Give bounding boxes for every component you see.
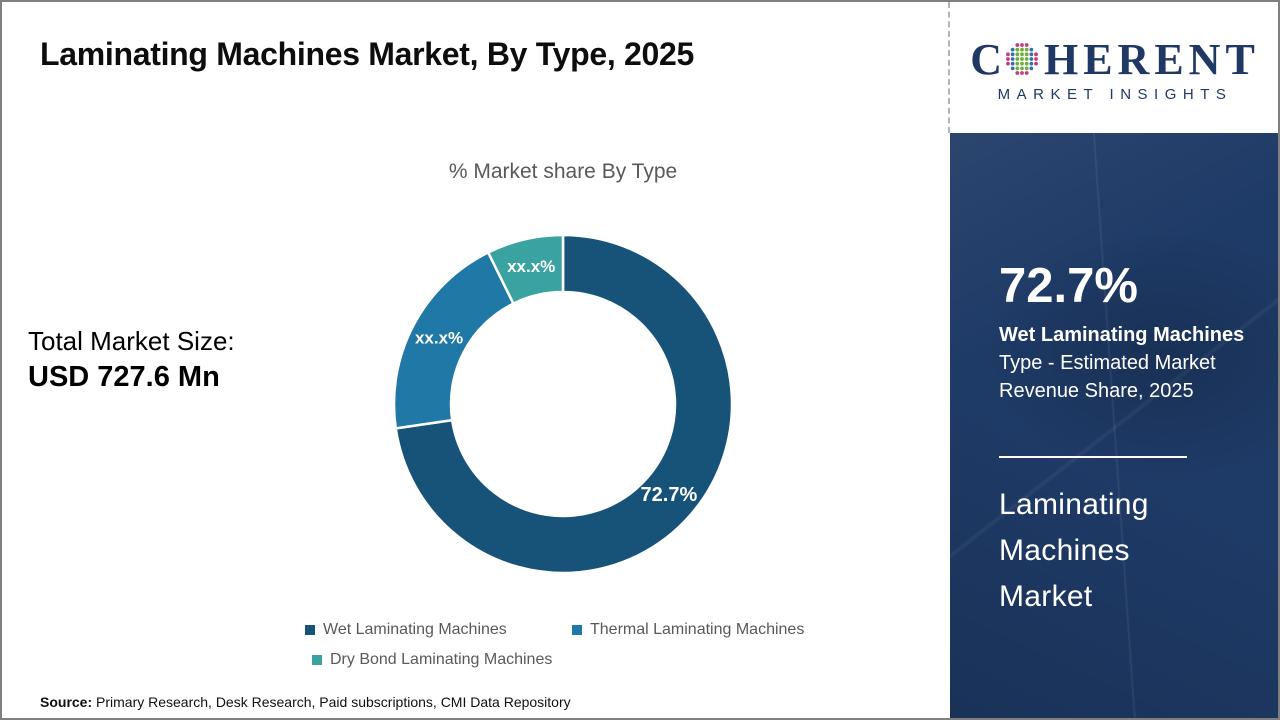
globe-dot <box>1025 57 1029 61</box>
globe-dot <box>1025 48 1029 52</box>
globe-dot <box>1015 57 1019 61</box>
globe-dot <box>1015 43 1019 47</box>
sidebar-stat-segment: Wet Laminating Machines <box>999 324 1245 347</box>
globe-dot <box>1006 57 1010 61</box>
globe-dot <box>1006 52 1010 56</box>
source-label: Source: <box>40 694 93 710</box>
donut-slice-label-1: xx.x% <box>414 328 464 348</box>
legend-swatch-thermal <box>572 625 582 635</box>
globe-dot <box>1029 52 1033 56</box>
total-market-size <box>28 324 235 396</box>
total-market-size-value: USD 727.6 Mn <box>28 361 220 393</box>
sidebar-divider <box>999 456 1187 458</box>
globe-dot <box>1020 71 1024 75</box>
chart-title: % Market share By Type <box>448 160 678 183</box>
globe-dot <box>1029 57 1033 61</box>
sidebar-stat-line-1: Type - Estimated Market <box>999 352 1216 375</box>
legend-swatch-drybond <box>312 655 322 665</box>
logo-letter-c: C <box>970 35 1002 84</box>
donut-chart <box>373 214 753 594</box>
globe-dot <box>1025 71 1029 75</box>
donut-slice-label-0: 72.7% <box>640 483 698 506</box>
globe-dot <box>1015 71 1019 75</box>
market-name-line: Market <box>999 580 1093 614</box>
globe-dot <box>1011 62 1015 66</box>
legend-label-wet: Wet Laminating Machines <box>323 621 507 638</box>
legend-item-wet <box>305 621 507 639</box>
globe-dot <box>1015 48 1019 52</box>
globe-dot <box>1029 66 1033 70</box>
total-market-size-label: Total Market Size: <box>28 326 235 356</box>
legend-swatch-wet <box>305 625 315 635</box>
globe-dot <box>1011 48 1015 52</box>
globe-dot <box>1025 52 1029 56</box>
legend-label-thermal: Thermal Laminating Machines <box>590 621 805 638</box>
legend-label-drybond: Dry Bond Laminating Machines <box>330 651 553 668</box>
source-text: Primary Research, Desk Research, Paid subscriptions, CMI Data Repository <box>92 694 571 710</box>
globe-dot <box>1006 62 1010 66</box>
globe-dot <box>1020 48 1024 52</box>
donut-slice-label-2: xx.x% <box>507 257 556 277</box>
legend-item-drybond <box>312 651 552 669</box>
sidebar-stat-value: 72.7% <box>999 259 1138 313</box>
globe-dot <box>1034 57 1038 61</box>
globe-dot <box>1011 52 1015 56</box>
sidebar-panel <box>950 133 1280 720</box>
market-name-line: Machines <box>999 534 1130 568</box>
globe-dot <box>1020 43 1024 47</box>
globe-dot <box>1025 66 1029 70</box>
globe-dot <box>1025 43 1029 47</box>
sidebar-market-name <box>999 482 1280 620</box>
logo <box>950 2 1280 133</box>
globe-icon <box>1004 41 1040 77</box>
logo-tagline: MARKET INSIGHTS <box>997 86 1233 103</box>
globe-dot <box>1029 62 1033 66</box>
globe-dot <box>1015 52 1019 56</box>
globe-dot <box>1020 52 1024 56</box>
globe-dot <box>1034 62 1038 66</box>
globe-dot <box>1025 62 1029 66</box>
sidebar-stat-line-2: Revenue Share, 2025 <box>999 380 1194 403</box>
globe-dot <box>1015 62 1019 66</box>
logo-letters-herent: HERENT <box>1043 35 1260 84</box>
legend-item-thermal <box>572 621 804 639</box>
page-title: Laminating Machines Market, By Type, 2025 <box>40 36 694 72</box>
market-name-line: Laminating <box>999 488 1149 522</box>
globe-dot <box>1020 62 1024 66</box>
source-note <box>40 694 571 710</box>
globe-dot <box>1020 66 1024 70</box>
globe-dot <box>1020 57 1024 61</box>
globe-dot <box>1029 48 1033 52</box>
globe-dot <box>1011 66 1015 70</box>
globe-dot <box>1034 52 1038 56</box>
globe-dot <box>1011 57 1015 61</box>
logo-wordmark <box>970 35 1260 84</box>
globe-dot <box>1015 66 1019 70</box>
